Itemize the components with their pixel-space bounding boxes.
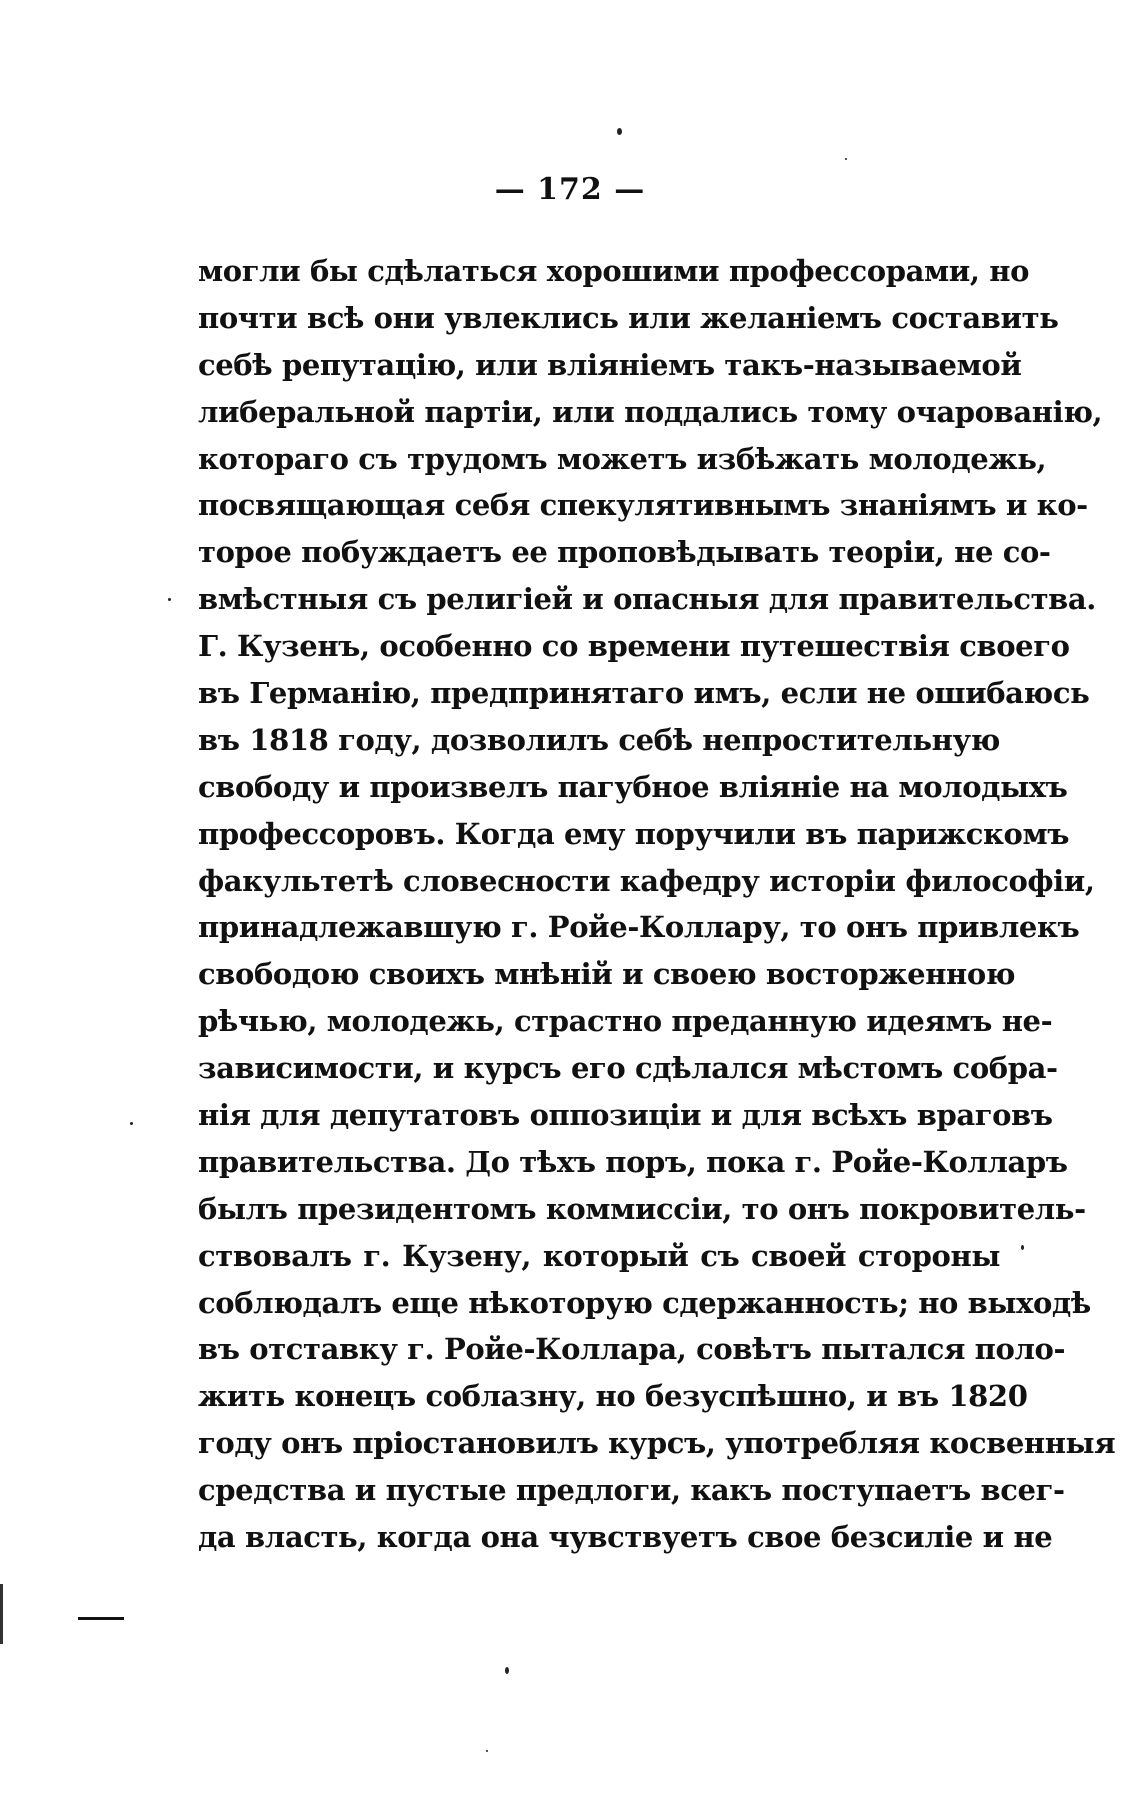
scan-speck: [168, 598, 171, 601]
text-line: принадлежавшую г. Ройе-Коллару, то онъ привлекъ: [198, 910, 1080, 945]
text-line: Г. Кузенъ, особенно со времени путешествія своего: [198, 629, 1070, 664]
text-line: зависимости, и курсъ его сдѣлался мѣстомъ собра-: [198, 1051, 1058, 1086]
text-line: торое побуждаетъ ее проповѣдывать теоріи, не со-: [198, 535, 1051, 570]
text-line: почти всѣ они увлеклись или желаніемъ составить: [198, 300, 1059, 335]
text-line: котораго съ трудомъ можетъ избѣжать молодежь,: [198, 441, 1047, 476]
page-number: — 172 —: [494, 172, 646, 207]
scan-speck: [505, 1667, 509, 1674]
text-line: рѣчью, молодежь, страстно преданную идеямъ не-: [198, 1004, 1053, 1039]
text-line: соблюдалъ еще нѣкоторую сдержанность; но выходѣ: [198, 1285, 1091, 1320]
text-line: былъ президентомъ коммиссіи, то онъ покровитель-: [198, 1191, 1086, 1226]
scan-speck: [1021, 1245, 1024, 1250]
text-line: вмѣстныя съ религіей и опасныя для правительства.: [198, 582, 1097, 617]
text-line: посвящающая себя спекулятивнымъ знаніямъ и ко-: [198, 488, 1088, 523]
text-line: могли бы сдѣлаться хорошими профессорами, но: [198, 254, 1030, 288]
text-line: свободу и произвелъ пагубное вліяніе на молодыхъ: [198, 769, 1068, 804]
margin-rule: [78, 1617, 124, 1620]
text-line: свободою своихъ мнѣній и своею восторженною: [198, 957, 1016, 992]
scan-speck: [845, 158, 847, 160]
scan-speck: [486, 1750, 488, 1752]
page-edge-mark: [0, 1584, 3, 1644]
text-line: нія для депутатовъ оппозиціи и для всѣхъ враговъ: [198, 1098, 1053, 1133]
text-line: въ 1818 году, дозволилъ себѣ непростительную: [198, 722, 1000, 757]
body-text: [198, 248, 1116, 1561]
text-line: году онъ пріостановилъ курсъ, употребляя косвенныя: [198, 1426, 1116, 1461]
text-line: да власть, когда она чувствуетъ свое безсиліе и не: [198, 1520, 1053, 1555]
scan-speck: [130, 1122, 133, 1125]
text-line: факультетѣ словесности кафедру исторіи философіи,: [198, 863, 1095, 898]
text-line: жить конецъ соблазну, но безуспѣшно, и въ 1820: [198, 1379, 1028, 1414]
text-line: себѣ репутацію, или вліяніемъ такъ-называемой: [198, 347, 1022, 382]
text-line: либеральной партіи, или поддались тому очарованію,: [198, 394, 1103, 429]
text-line: правительства. До тѣхъ поръ, пока г. Ройе-Колларъ: [198, 1144, 1068, 1179]
text-line: ствовалъ г. Кузену, который съ своей стороны: [198, 1238, 1000, 1273]
text-line: профессоровъ. Когда ему поручили въ парижскомъ: [198, 816, 1070, 851]
scan-speck: [617, 128, 622, 135]
text-line: въ Германію, предпринятаго имъ, если не ошибаюсь: [198, 676, 1090, 711]
text-line: въ отставку г. Ройе-Коллара, совѣтъ пытался поло-: [198, 1332, 1066, 1367]
text-line: средства и пустые предлоги, какъ поступаетъ всег-: [198, 1473, 1065, 1508]
